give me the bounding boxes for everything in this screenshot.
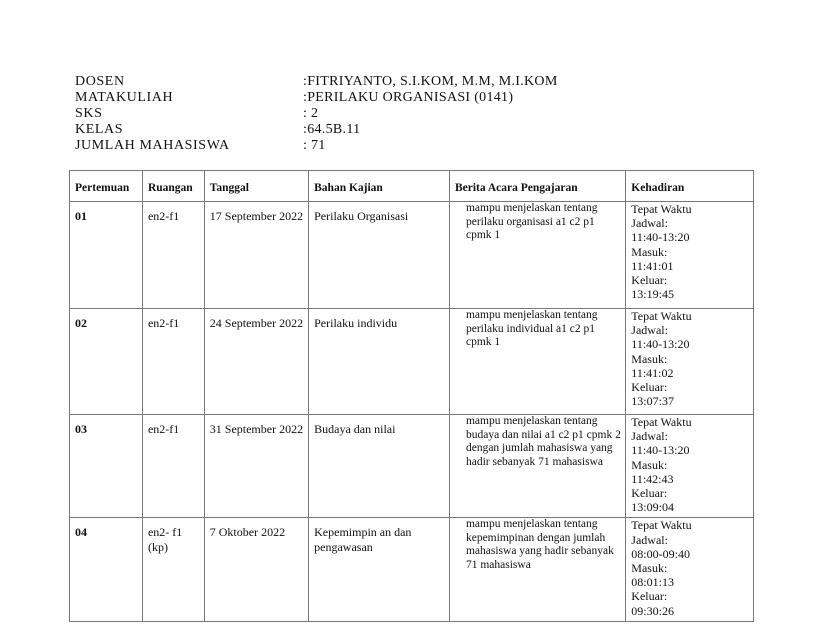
hadir-keluar: 13:09:04 bbox=[631, 500, 674, 515]
dosen-value: :FITRIYANTO, S.I.KOM, M.M, M.I.KOM bbox=[303, 74, 558, 89]
kelas-row bbox=[75, 122, 558, 138]
berita-cell: mampu menjelaskan tentang perilaku individual a1 c2 p1 cpmk 1 bbox=[449, 309, 625, 415]
col-bahan-kajian: Bahan Kajian bbox=[309, 171, 450, 202]
attendance-table bbox=[69, 170, 754, 622]
berita-cell: mampu menjelaskan tentang budaya dan nilai a1 c2 p1 cpmk 2 dengan jumlah mahasiswa yang hadir sebanyak 71 mahasiswa bbox=[449, 415, 625, 518]
col-kehadiran: Kehadiran bbox=[626, 171, 754, 202]
bahan-cell: Kepemimpin an dan pengawasan bbox=[309, 518, 450, 621]
hadir-masuk-label: Masuk: bbox=[631, 244, 668, 259]
hadir-masuk: 11:41:01 bbox=[631, 258, 674, 273]
hadir-jadwal: 11:40-13:20 bbox=[631, 443, 690, 458]
hadir-jadwal: 11:40-13:20 bbox=[631, 230, 690, 245]
sks-value: : 2 bbox=[303, 106, 319, 121]
bahan-cell: Perilaku individu bbox=[309, 309, 450, 415]
ruangan-cell: en2- f1 (kp) bbox=[142, 518, 204, 621]
hadir-jadwal-label: Jadwal: bbox=[631, 429, 668, 444]
bahan-cell: Perilaku Organisasi bbox=[309, 202, 450, 309]
kehadiran-cell bbox=[626, 518, 754, 621]
pertemuan-cell: 02 bbox=[70, 309, 143, 415]
jumlah-mahasiswa-label: JUMLAH MAHASISWA bbox=[75, 138, 230, 153]
hadir-jadwal: 08:00-09:40 bbox=[631, 546, 690, 561]
table-row bbox=[70, 415, 754, 518]
matakuliah-value: :PERILAKU ORGANISASI (0141) bbox=[303, 90, 514, 105]
tanggal-cell: 7 Oktober 2022 bbox=[204, 518, 308, 621]
hadir-jadwal-label: Jadwal: bbox=[631, 323, 668, 338]
ruangan-cell: en2-f1 bbox=[142, 415, 204, 518]
matakuliah-label: MATAKULIAH bbox=[75, 90, 174, 105]
kelas-label: KELAS bbox=[75, 122, 124, 137]
matakuliah-row bbox=[75, 90, 558, 106]
hadir-jadwal: 11:40-13:20 bbox=[631, 337, 690, 352]
hadir-keluar-label: Keluar: bbox=[631, 273, 668, 288]
hadir-keluar-label: Keluar: bbox=[631, 589, 668, 604]
dosen-label: DOSEN bbox=[75, 74, 125, 89]
table-row bbox=[70, 518, 754, 621]
hadir-jadwal-label: Jadwal: bbox=[631, 532, 668, 547]
hadir-masuk-label: Masuk: bbox=[631, 457, 668, 472]
kehadiran-cell bbox=[626, 202, 754, 309]
table-row bbox=[70, 202, 754, 309]
col-berita-acara: Berita Acara Pengajaran bbox=[449, 171, 625, 202]
dosen-row bbox=[75, 74, 558, 90]
col-tanggal: Tanggal bbox=[204, 171, 308, 202]
tanggal-cell: 31 September 2022 bbox=[204, 415, 308, 518]
hadir-masuk: 11:42:43 bbox=[631, 471, 674, 486]
ruangan-cell: en2-f1 bbox=[142, 202, 204, 309]
bahan-cell: Budaya dan nilai bbox=[309, 415, 450, 518]
ruangan-cell: en2-f1 bbox=[142, 309, 204, 415]
col-pertemuan: Pertemuan bbox=[70, 171, 143, 202]
hadir-masuk-label: Masuk: bbox=[631, 351, 668, 366]
kehadiran-cell bbox=[626, 415, 754, 518]
hadir-masuk-label: Masuk: bbox=[631, 561, 668, 576]
hadir-masuk: 11:41:02 bbox=[631, 365, 674, 380]
pertemuan-cell: 04 bbox=[70, 518, 143, 621]
hadir-keluar: 13:07:37 bbox=[631, 394, 674, 409]
berita-cell: mampu menjelaskan tentang perilaku organisasi a1 c2 p1 cpmk 1 bbox=[449, 202, 625, 309]
pertemuan-cell: 01 bbox=[70, 202, 143, 309]
pertemuan-cell: 03 bbox=[70, 415, 143, 518]
kehadiran-cell bbox=[626, 309, 754, 415]
hadir-status: Tepat Waktu bbox=[631, 415, 692, 429]
sks-label: SKS bbox=[75, 106, 103, 121]
hadir-status: Tepat Waktu bbox=[631, 518, 692, 533]
course-info bbox=[75, 74, 558, 154]
hadir-keluar: 09:30:26 bbox=[631, 603, 674, 618]
table-row bbox=[70, 309, 754, 415]
hadir-keluar: 13:19:45 bbox=[631, 287, 674, 302]
sks-row bbox=[75, 106, 558, 122]
berita-cell: mampu menjelaskan tentang kepemimpinan dengan jumlah mahasiswa yang hadir sebanyak 71 mahasiswa bbox=[449, 518, 625, 621]
hadir-status: Tepat Waktu bbox=[631, 202, 692, 216]
hadir-status: Tepat Waktu bbox=[631, 309, 692, 323]
tanggal-cell: 24 September 2022 bbox=[204, 309, 308, 415]
hadir-jadwal-label: Jadwal: bbox=[631, 216, 668, 231]
col-ruangan: Ruangan bbox=[142, 171, 204, 202]
kelas-value: :64.5B.11 bbox=[303, 122, 361, 137]
jumlah-mahasiswa-row bbox=[75, 138, 558, 154]
hadir-keluar-label: Keluar: bbox=[631, 486, 668, 501]
tanggal-cell: 17 September 2022 bbox=[204, 202, 308, 309]
hadir-masuk: 08:01:13 bbox=[631, 575, 674, 590]
hadir-keluar-label: Keluar: bbox=[631, 380, 668, 395]
table-header-row bbox=[70, 171, 754, 202]
jumlah-mahasiswa-value: : 71 bbox=[303, 138, 326, 153]
